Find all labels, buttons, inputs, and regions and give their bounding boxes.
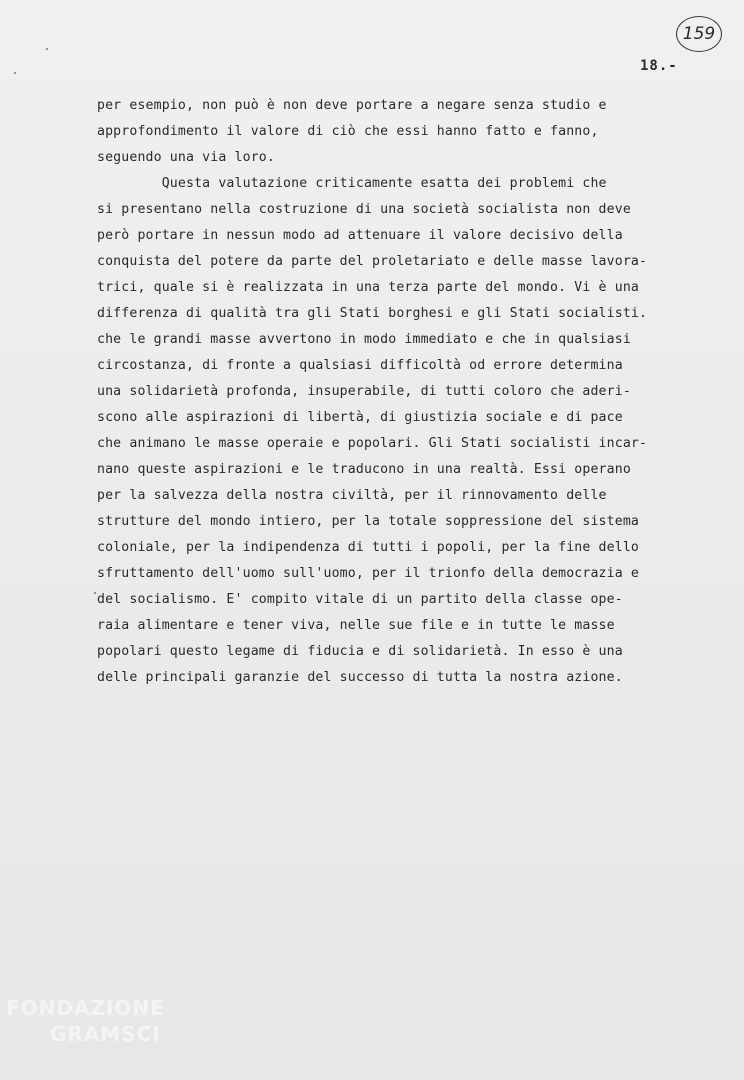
paper-speck [94,592,96,594]
text-line: conquista del potere da parte del proletariato e delle masse lavora- [97,254,648,269]
text-line: strutture del mondo intiero, per la totale soppressione del sistema [97,514,639,529]
text-line: seguendo una via loro. [97,150,275,165]
text-line: del socialismo. E' compito vitale di un partito della classe ope- [97,592,623,607]
text-line: si presentano nella costruzione di una società socialista non deve [97,202,631,217]
text-line: trici, quale si è realizzata in una terza parte del mondo. Vi è una [97,280,639,295]
watermark-line-2: GRAMSCI [50,1022,161,1046]
text-line: che le grandi masse avvertono in modo immediato e che in qualsiasi [97,332,631,347]
text-line: scono alle aspirazioni di libertà, di giustizia sociale e di pace [97,410,623,425]
folio-stamp: 159 [676,16,722,52]
text-line: approfondimento il valore di ciò che essi hanno fatto e fanno, [97,124,599,139]
text-line: coloniale, per la indipendenza di tutti i popoli, per la fine dello [97,540,639,555]
text-line: nano queste aspirazioni e le traducono in una realtà. Essi operano [97,462,631,477]
text-line: sfruttamento dell'uomo sull'uomo, per il trionfo della democrazia e [97,566,639,581]
text-line: differenza di qualità tra gli Stati borghesi e gli Stati socialisti. [97,306,648,321]
text-line: per esempio, non può è non deve portare a negare senza studio e [97,98,607,113]
text-line: che animano le masse operaie e popolari. Gli Stati socialisti incar- [97,436,648,451]
text-line: Questa valutazione criticamente esatta dei problemi che [97,176,607,191]
paper-speck [46,48,48,50]
typewritten-body [97,93,697,691]
text-line: una solidarietà profonda, insuperabile, di tutti coloro che aderi- [97,384,631,399]
archive-watermark [6,995,165,1047]
text-line: però portare in nessun modo ad attenuare il valore decisivo della [97,228,623,243]
watermark-line-1: FONDAZIONE [6,996,165,1020]
text-line: popolari questo legame di fiducia e di solidarietà. In esso è una [97,644,623,659]
text-line: per la salvezza della nostra civiltà, per il rinnovamento delle [97,488,607,503]
text-line: raia alimentare e tener viva, nelle sue file e in tutte le masse [97,618,615,633]
text-line: circostanza, di fronte a qualsiasi difficoltà od errore determina [97,358,623,373]
text-line: delle principali garanzie del successo di tutta la nostra azione. [97,670,623,685]
page-number: 18.- [640,58,678,74]
paper-speck [14,72,16,74]
